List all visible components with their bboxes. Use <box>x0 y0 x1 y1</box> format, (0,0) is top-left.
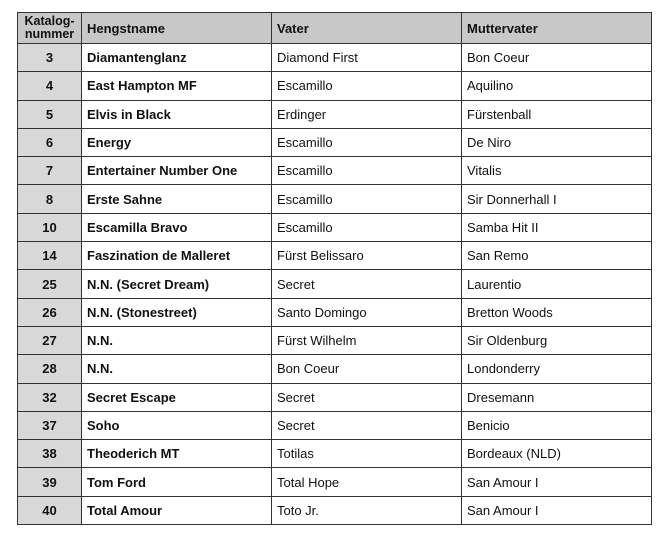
cell-sire: Toto Jr. <box>272 496 462 524</box>
cell-catalog-number: 6 <box>18 128 82 156</box>
table-row <box>18 185 652 213</box>
cell-dam-sire: Bretton Woods <box>462 298 652 326</box>
cell-sire: Bon Coeur <box>272 355 462 383</box>
cell-dam-sire: Laurentio <box>462 270 652 298</box>
table-row <box>18 468 652 496</box>
table-header <box>18 13 652 44</box>
cell-stallion-name: Total Amour <box>82 496 272 524</box>
cell-catalog-number: 39 <box>18 468 82 496</box>
cell-stallion-name: Faszination de Malleret <box>82 242 272 270</box>
cell-catalog-number: 14 <box>18 242 82 270</box>
cell-stallion-name: Escamilla Bravo <box>82 213 272 241</box>
cell-sire: Escamillo <box>272 185 462 213</box>
stallion-table <box>17 12 652 525</box>
table-row <box>18 383 652 411</box>
cell-dam-sire: Londonderry <box>462 355 652 383</box>
header-catalog-number-line2: nummer <box>24 27 75 41</box>
cell-stallion-name: Elvis in Black <box>82 100 272 128</box>
cell-dam-sire: Bordeaux (NLD) <box>462 440 652 468</box>
cell-stallion-name: Diamantenglanz <box>82 44 272 72</box>
cell-sire: Secret <box>272 383 462 411</box>
cell-sire: Total Hope <box>272 468 462 496</box>
cell-dam-sire: Sir Oldenburg <box>462 326 652 354</box>
cell-catalog-number: 38 <box>18 440 82 468</box>
cell-dam-sire: San Amour I <box>462 496 652 524</box>
table-row <box>18 242 652 270</box>
table-row <box>18 100 652 128</box>
cell-sire: Escamillo <box>272 128 462 156</box>
header-row <box>18 13 652 44</box>
stallion-table-container <box>17 12 651 525</box>
cell-dam-sire: Samba Hit II <box>462 213 652 241</box>
cell-sire: Fürst Belissaro <box>272 242 462 270</box>
cell-sire: Erdinger <box>272 100 462 128</box>
cell-sire: Totilas <box>272 440 462 468</box>
cell-sire: Escamillo <box>272 72 462 100</box>
header-catalog-number-line1: Katalog- <box>24 13 75 28</box>
table-row <box>18 157 652 185</box>
cell-stallion-name: Soho <box>82 411 272 439</box>
cell-catalog-number: 5 <box>18 100 82 128</box>
cell-dam-sire: San Amour I <box>462 468 652 496</box>
cell-catalog-number: 26 <box>18 298 82 326</box>
cell-stallion-name: Secret Escape <box>82 383 272 411</box>
cell-stallion-name: N.N. <box>82 326 272 354</box>
table-row <box>18 213 652 241</box>
cell-dam-sire: Dresemann <box>462 383 652 411</box>
table-body <box>18 44 652 525</box>
cell-stallion-name: Tom Ford <box>82 468 272 496</box>
table-row <box>18 411 652 439</box>
cell-catalog-number: 37 <box>18 411 82 439</box>
cell-stallion-name: N.N. <box>82 355 272 383</box>
cell-catalog-number: 27 <box>18 326 82 354</box>
cell-stallion-name: East Hampton MF <box>82 72 272 100</box>
cell-sire: Secret <box>272 411 462 439</box>
cell-catalog-number: 28 <box>18 355 82 383</box>
cell-dam-sire: Fürstenball <box>462 100 652 128</box>
cell-stallion-name: N.N. (Stonestreet) <box>82 298 272 326</box>
header-stallion-name: Hengstname <box>82 13 272 44</box>
table-row <box>18 326 652 354</box>
cell-sire: Santo Domingo <box>272 298 462 326</box>
cell-catalog-number: 32 <box>18 383 82 411</box>
table-row <box>18 72 652 100</box>
table-row <box>18 440 652 468</box>
cell-sire: Escamillo <box>272 157 462 185</box>
cell-stallion-name: Energy <box>82 128 272 156</box>
cell-catalog-number: 25 <box>18 270 82 298</box>
table-row <box>18 355 652 383</box>
table-row <box>18 44 652 72</box>
table-row <box>18 270 652 298</box>
cell-stallion-name: Erste Sahne <box>82 185 272 213</box>
cell-dam-sire: Aquilino <box>462 72 652 100</box>
cell-catalog-number: 8 <box>18 185 82 213</box>
cell-catalog-number: 10 <box>18 213 82 241</box>
table-row <box>18 128 652 156</box>
cell-catalog-number: 4 <box>18 72 82 100</box>
header-catalog-number <box>18 13 82 44</box>
cell-sire: Escamillo <box>272 213 462 241</box>
cell-stallion-name: Theoderich MT <box>82 440 272 468</box>
cell-sire: Diamond First <box>272 44 462 72</box>
cell-catalog-number: 3 <box>18 44 82 72</box>
cell-dam-sire: Bon Coeur <box>462 44 652 72</box>
table-row <box>18 496 652 524</box>
table-row <box>18 298 652 326</box>
cell-dam-sire: San Remo <box>462 242 652 270</box>
cell-dam-sire: Sir Donnerhall I <box>462 185 652 213</box>
cell-sire: Fürst Wilhelm <box>272 326 462 354</box>
header-sire: Vater <box>272 13 462 44</box>
cell-catalog-number: 40 <box>18 496 82 524</box>
cell-dam-sire: Benicio <box>462 411 652 439</box>
cell-stallion-name: N.N. (Secret Dream) <box>82 270 272 298</box>
cell-dam-sire: De Niro <box>462 128 652 156</box>
cell-stallion-name: Entertainer Number One <box>82 157 272 185</box>
cell-catalog-number: 7 <box>18 157 82 185</box>
header-dam-sire: Muttervater <box>462 13 652 44</box>
cell-dam-sire: Vitalis <box>462 157 652 185</box>
cell-sire: Secret <box>272 270 462 298</box>
